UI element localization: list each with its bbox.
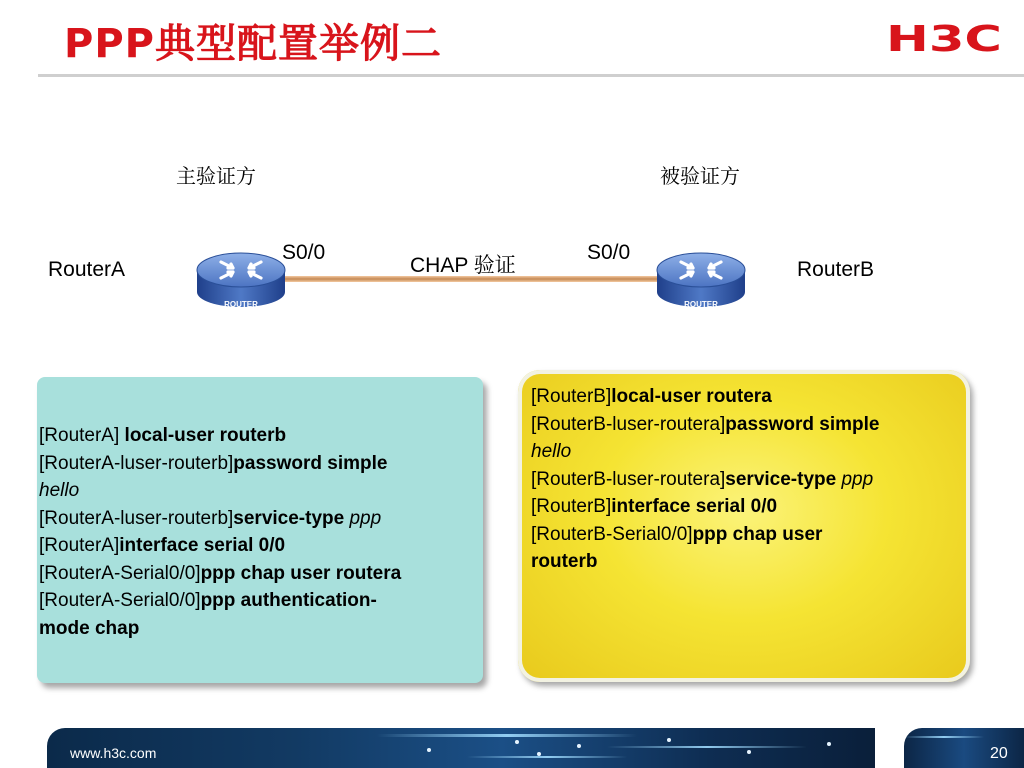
config-arg: hello <box>531 441 572 462</box>
config-command: interface serial 0/0 <box>119 535 286 556</box>
footer-streak <box>904 736 984 738</box>
footer-streak <box>607 746 807 748</box>
router-b-config-box <box>518 370 970 682</box>
router-b-icon <box>655 248 747 310</box>
config-prefix: [RouterA-Serial0/0] <box>39 590 201 611</box>
footer-banner <box>47 728 875 768</box>
config-line <box>531 493 960 521</box>
config-line <box>39 615 477 643</box>
router-a-name: RouterA <box>48 258 126 281</box>
footer-dot <box>427 748 431 752</box>
config-command: interface serial 0/0 <box>611 496 778 517</box>
config-command: password simple <box>725 413 880 435</box>
title-divider <box>38 74 1024 77</box>
config-line <box>39 450 477 478</box>
config-command: ppp chap user routera <box>200 562 402 584</box>
config-line <box>531 548 960 576</box>
config-line <box>39 505 477 533</box>
config-prefix: [RouterA-luser-routerb] <box>39 507 234 529</box>
chap-auth-label: CHAP 验证 <box>410 254 516 277</box>
config-line <box>531 466 960 494</box>
svg-text:ROUTER: ROUTER <box>224 300 258 309</box>
config-prefix: [RouterA-Serial0/0] <box>39 562 201 584</box>
router-b-name: RouterB <box>797 258 875 281</box>
router-a-icon <box>195 248 287 310</box>
footer-dot <box>537 752 541 756</box>
config-line <box>39 422 477 450</box>
config-prefix: [RouterB-Serial0/0] <box>531 523 693 545</box>
config-prefix: [RouterA] <box>39 425 125 446</box>
config-line <box>39 560 477 588</box>
port-b-label: S0/0 <box>587 241 631 264</box>
config-command: service-type <box>725 468 837 490</box>
config-command: ppp chap user <box>692 523 823 545</box>
footer-streak <box>377 734 637 737</box>
h3c-logo <box>886 18 1004 58</box>
config-command: local-user routera <box>611 386 772 407</box>
config-line <box>531 411 960 439</box>
config-prefix: [RouterB] <box>531 386 612 407</box>
config-command: ppp authentication- <box>200 590 377 611</box>
port-a-label: S0/0 <box>282 241 326 264</box>
config-command: routerb <box>531 551 598 572</box>
authenticator-label: 主验证方 <box>176 164 256 188</box>
footer-dot <box>667 738 671 742</box>
footer-dot <box>747 750 751 754</box>
config-prefix: [RouterB-luser-routera] <box>531 413 726 435</box>
config-command: password simple <box>233 452 388 474</box>
config-line <box>39 587 477 615</box>
svg-text:ROUTER: ROUTER <box>684 300 718 309</box>
config-arg: ppp <box>836 468 874 490</box>
footer-dot <box>515 740 519 744</box>
footer-dot <box>827 742 831 746</box>
footer-website[interactable]: www.h3c.com <box>70 745 157 761</box>
config-command: local-user routerb <box>124 425 287 446</box>
page-number: 20 <box>990 745 1008 762</box>
slide-title: PPP典型配置举例二 <box>64 21 442 67</box>
config-line <box>531 521 960 549</box>
config-arg: ppp <box>344 507 382 529</box>
config-line <box>531 438 960 466</box>
config-prefix: [RouterA] <box>39 535 120 556</box>
authenticatee-label: 被验证方 <box>660 164 740 188</box>
config-prefix: [RouterA-luser-routerb] <box>39 452 234 474</box>
svg-text:H3C: H3C <box>886 19 1002 58</box>
footer-dot <box>577 744 581 748</box>
config-command: service-type <box>233 507 345 529</box>
config-line <box>39 477 477 505</box>
config-prefix: [RouterB-luser-routera] <box>531 468 726 490</box>
config-line <box>39 532 477 560</box>
config-arg: hello <box>39 480 80 501</box>
config-prefix: [RouterB] <box>531 496 612 517</box>
footer-streak <box>467 756 627 758</box>
config-command: mode chap <box>39 617 140 639</box>
config-line <box>531 383 960 411</box>
router-a-config-box <box>37 377 483 683</box>
